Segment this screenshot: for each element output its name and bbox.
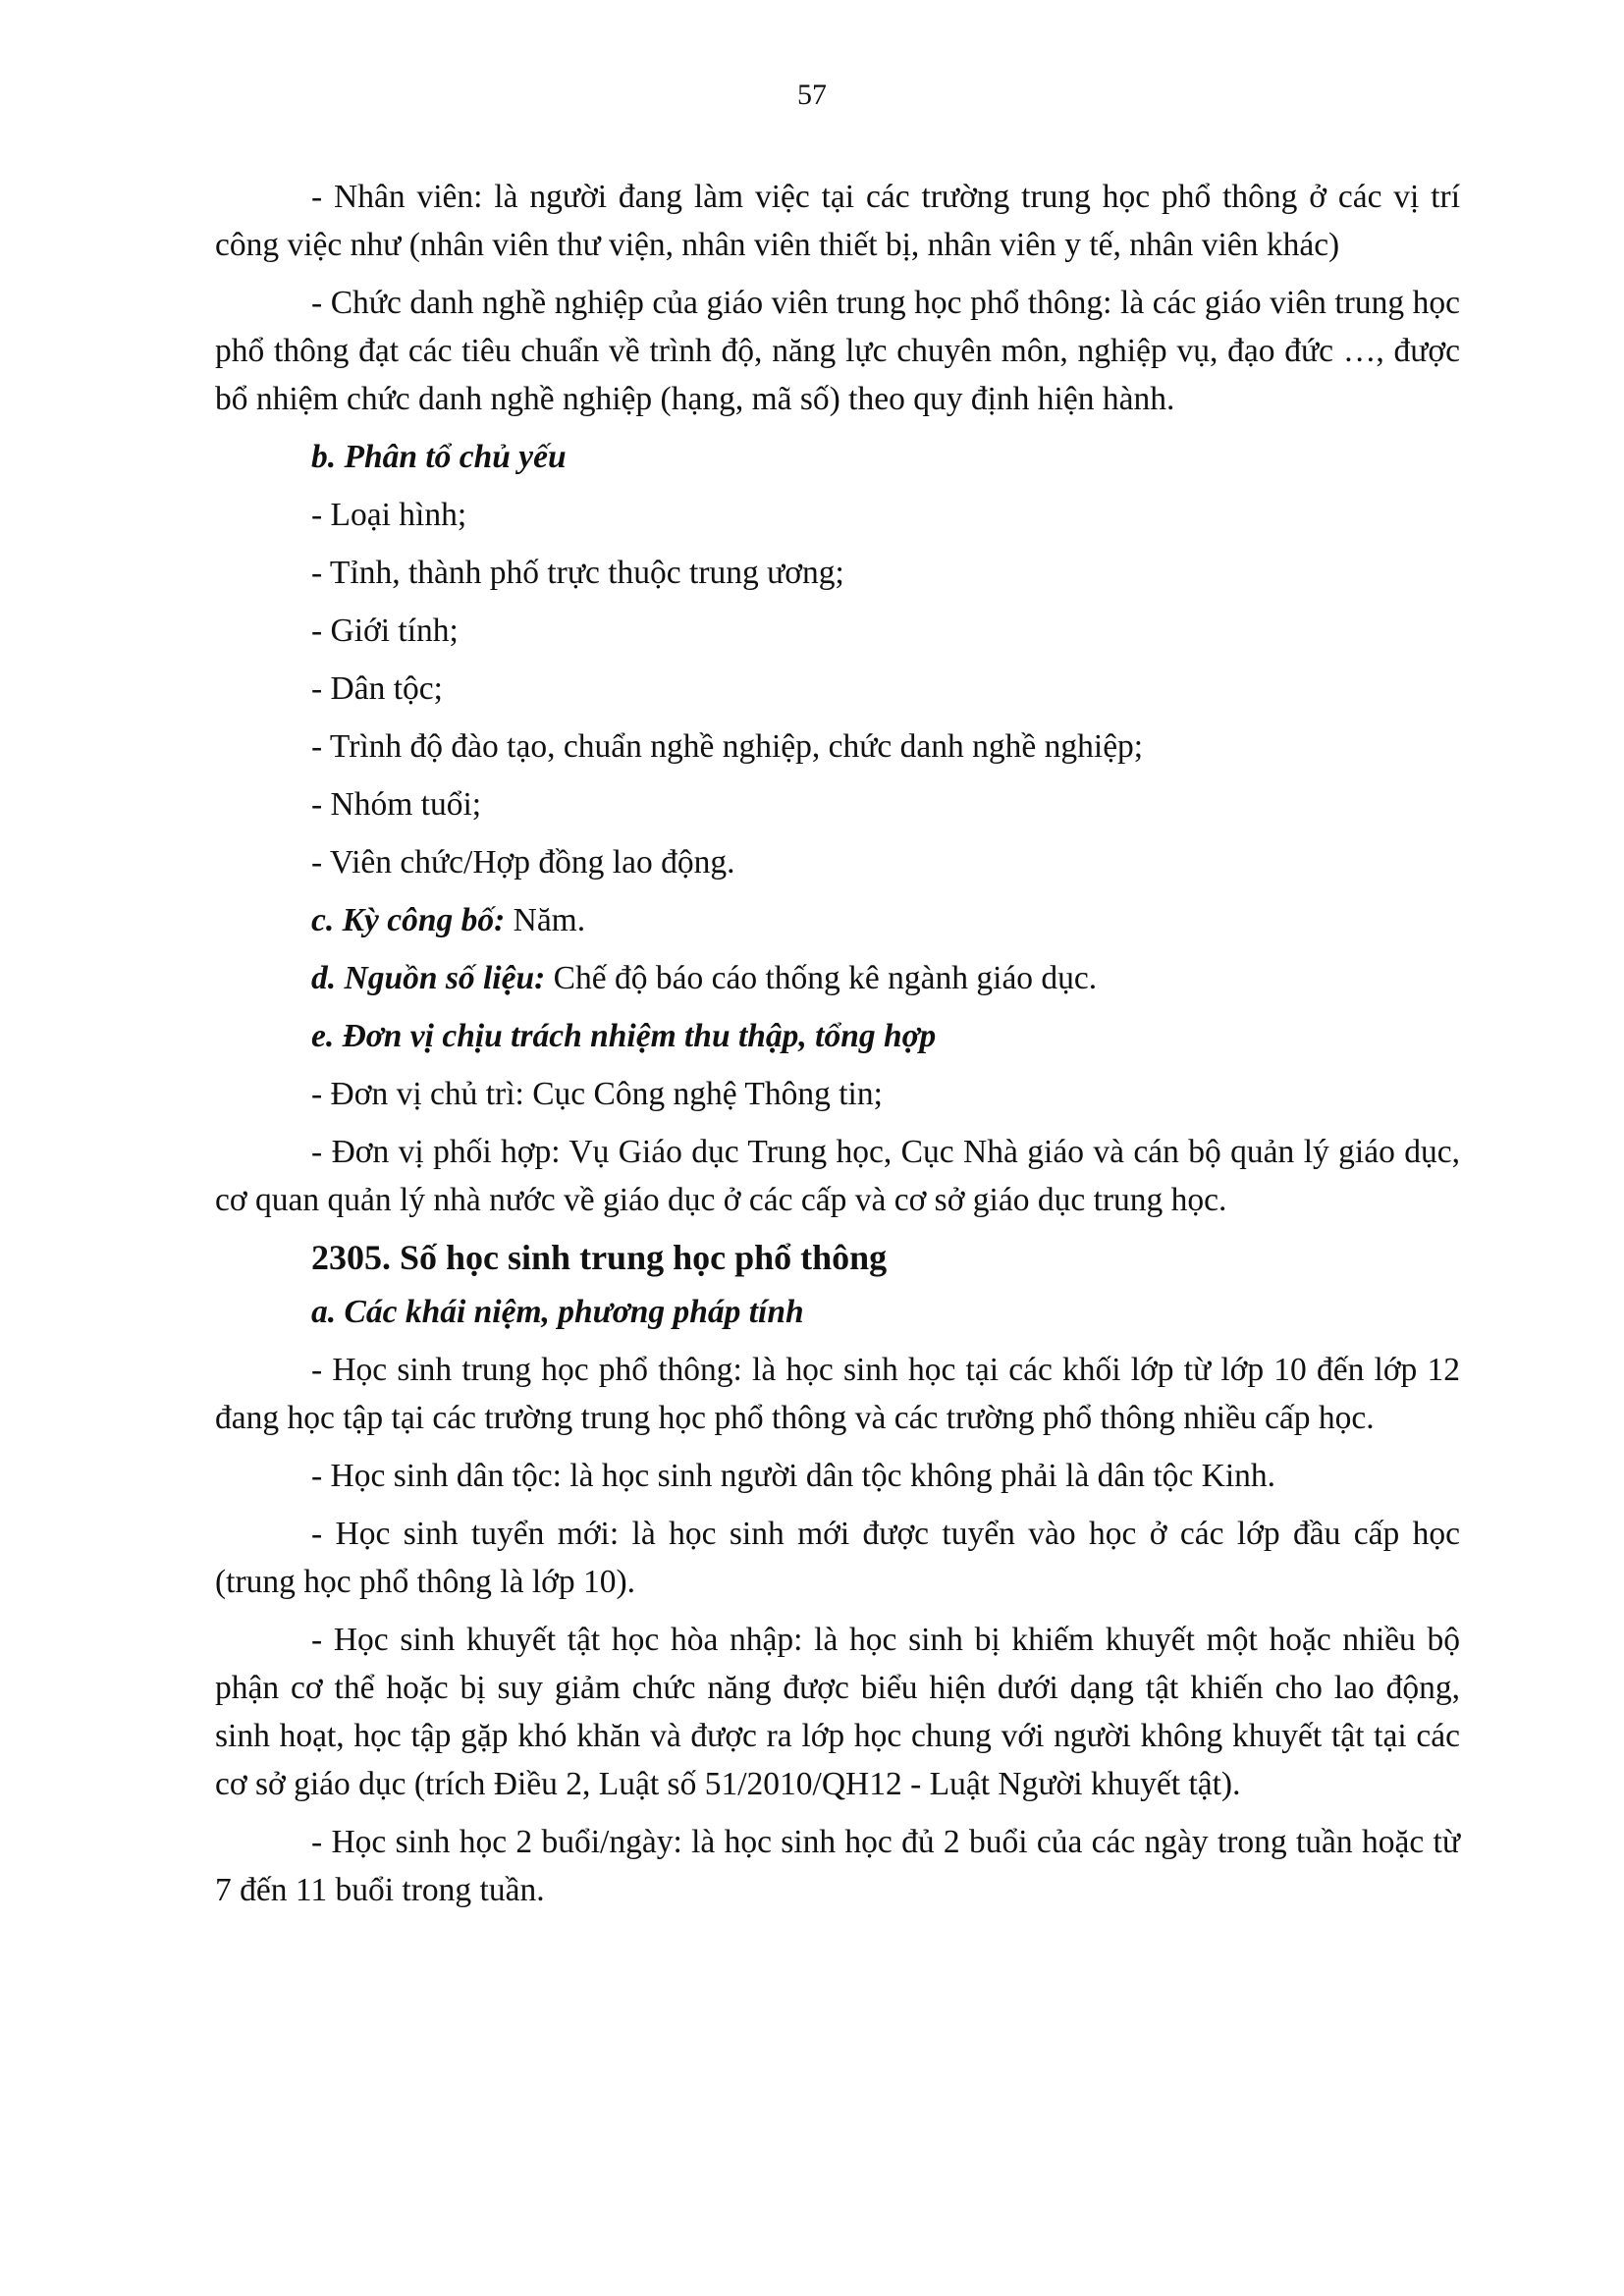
ky-cong-bo-label: c. Kỳ công bố: [311, 902, 506, 938]
paragraph-nhan-vien: - Nhân viên: là người đang làm việc tại các trường trung học phổ thông ở các vị trí công việc như (nhân viên thư viện, nhân viên thiết bị, nhân viên y tế, nhân viên khác) [215, 179, 1460, 263]
heading-khai-niem: a. Các khái niệm, phương pháp tính [311, 1294, 804, 1330]
list-item-gioi-tinh: - Giới tính; [311, 613, 459, 649]
nguon-so-lieu-value: Chế độ báo cáo thống kê ngành giáo dục. [545, 960, 1098, 996]
paragraph-chuc-danh: - Chức danh nghề nghiệp của giáo viên trung học phổ thông: là các giáo viên trung học phổ thông đạt các tiêu chuẩn về trình độ, năng lực chuyên môn, nghiệp vụ, đạo đức …, được bổ nhiệm chức danh nghề nghiệp (hạng, mã số) theo quy định hiện hành. [215, 285, 1460, 417]
paragraph-phoi-hop: - Đơn vị phối hợp: Vụ Giáo dục Trung học, Cục Nhà giáo và cán bộ quản lý giáo dục, cơ quan quản lý nhà nước về giáo dục ở các cấp và cơ sở giáo dục trung học. [215, 1134, 1460, 1218]
ky-cong-bo-value: Năm. [505, 902, 586, 938]
list-item-tinh-thanh-pho: - Tỉnh, thành phố trực thuộc trung ương; [311, 555, 844, 591]
ky-cong-bo-line [215, 896, 1460, 944]
page-body [215, 173, 1460, 1924]
paragraph-hs-2-buoi: - Học sinh học 2 buổi/ngày: là học sinh học đủ 2 buổi của các ngày trong tuần hoặc từ 7 đến 11 buổi trong tuần. [215, 1824, 1460, 1908]
paragraph-hs-thpt: - Học sinh trung học phổ thông: là học sinh học tại các khối lớp từ lớp 10 đến lớp 12 đang học tập tại các trường trung học phổ thông và các trường phổ thông nhiều cấp học. [215, 1352, 1460, 1436]
paragraph-hs-dan-toc: - Học sinh dân tộc: là học sinh người dân tộc không phải là dân tộc Kinh. [311, 1458, 1276, 1494]
nguon-so-lieu-line [215, 954, 1460, 1002]
list-item-vien-chuc: - Viên chức/Hợp đồng lao động. [311, 844, 735, 881]
list-item-trinh-do: - Trình độ đào tạo, chuẩn nghề nghiệp, chức danh nghề nghiệp; [311, 728, 1144, 765]
list-item-chu-tri: - Đơn vị chủ trì: Cục Công nghệ Thông tin; [311, 1076, 883, 1112]
heading-phan-to: b. Phân tổ chủ yếu [311, 439, 567, 475]
nguon-so-lieu-label: d. Nguồn số liệu: [311, 960, 546, 996]
section-title: 2305. Số học sinh trung học phổ thông [311, 1238, 888, 1277]
paragraph-hs-tuyen-moi: - Học sinh tuyển mới: là học sinh mới được tuyển vào học ở các lớp đầu cấp học (trung học phổ thông là lớp 10). [215, 1516, 1460, 1600]
list-item-dan-toc: - Dân tộc; [311, 670, 443, 707]
list-item-nhom-tuoi: - Nhóm tuổi; [311, 786, 482, 823]
list-item-loai-hinh: - Loại hình; [311, 497, 467, 533]
heading-don-vi: e. Đơn vị chịu trách nhiệm thu thập, tổng hợp [311, 1018, 937, 1054]
page-number: 57 [797, 79, 827, 111]
paragraph-hs-khuyet-tat: - Học sinh khuyết tật học hòa nhập: là học sinh bị khiếm khuyết một hoặc nhiều bộ phận cơ thể hoặc bị suy giảm chức năng được biểu hiện dưới dạng tật khiến cho lao động, sinh hoạt, học tập gặp khó khăn và được ra lớp học chung với người không khuyết tật tại các cơ sở giáo dục (trích Điều 2, Luật số 51/2010/QH12 - Luật Người khuyết tật). [215, 1622, 1460, 1802]
